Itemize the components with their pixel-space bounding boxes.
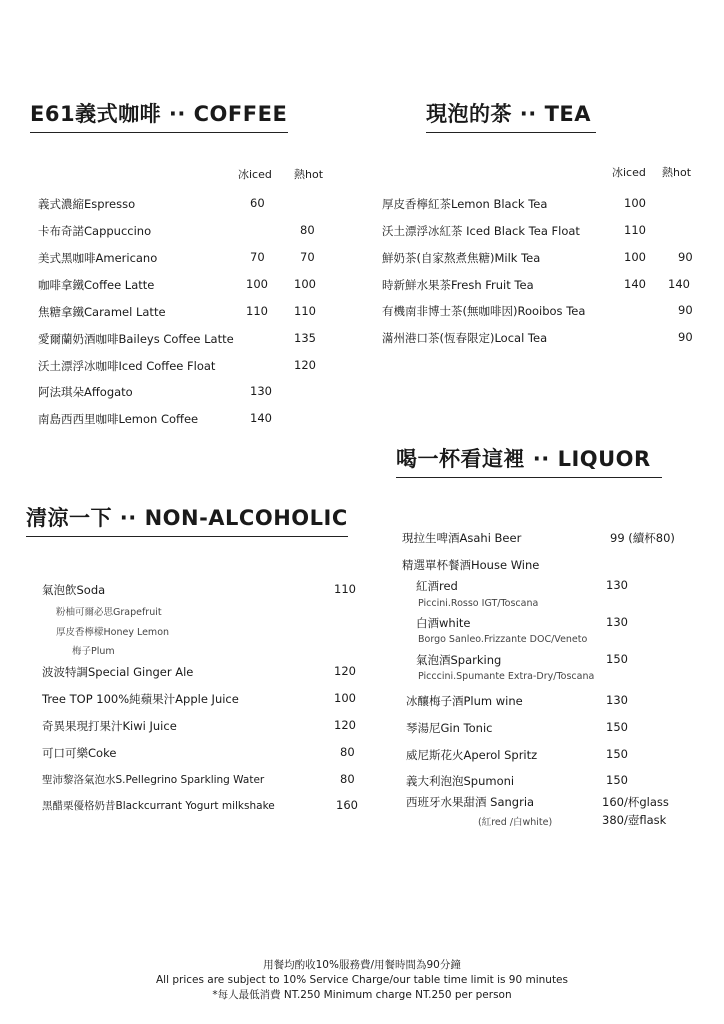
- item-name: 沃土漂浮冰咖啡Iced Coffee Float: [38, 359, 216, 373]
- item-price: 130: [606, 693, 628, 707]
- footer-notice: [0, 958, 724, 1003]
- item-name: 焦糖拿鐵Caramel Latte: [38, 305, 166, 319]
- footer-english-notice: All prices are subject to 10% Service Charge/our table time limit is 90 minutes: [155, 974, 568, 986]
- item-price-iced: 110: [246, 304, 268, 318]
- item-price-iced: 130: [250, 384, 272, 398]
- item-price-hot: 90: [678, 303, 693, 317]
- item-price-iced: 70: [250, 250, 265, 264]
- item-name: 現拉生啤酒Asahi Beer: [402, 531, 522, 545]
- item-price-hot: 140: [668, 277, 690, 291]
- item-price: 100: [334, 691, 356, 705]
- item-price: 80: [340, 745, 355, 759]
- nonalc-section: [26, 502, 366, 822]
- item-name: 西班牙水果甜酒 Sangria: [406, 795, 535, 809]
- liquor-title: 喝一杯看這裡 ·· LIQUOR: [396, 443, 662, 478]
- item-name: 美式黑咖啡Americano: [38, 251, 158, 265]
- item-price-hot: 70: [300, 250, 315, 264]
- item-price-iced: 60: [250, 196, 265, 210]
- soda-flavor: 粉柚可爾必思Grapefruit: [56, 607, 162, 618]
- item-price: 110: [334, 582, 356, 596]
- item-price: 80: [340, 772, 355, 786]
- item-price: 120: [334, 718, 356, 732]
- item-name: 奇異果現打果汁Kiwi Juice: [42, 719, 177, 733]
- item-name: 滿州港口茶(恆春限定)Local Tea: [382, 331, 548, 345]
- item-name: 琴湯尼Gin Tonic: [406, 721, 493, 735]
- footer-service-charge: 用餐均酌收10%服務費/用餐時間為90分鐘: [263, 959, 461, 971]
- tea-col-iced: 冰iced: [612, 166, 646, 179]
- item-name: 紅酒red: [416, 579, 458, 593]
- item-price: 99 (續杯80): [610, 531, 675, 545]
- item-note: (紅red /白white): [478, 817, 553, 828]
- soda-flavor: 厚皮香檸檬Honey Lemon: [56, 627, 170, 638]
- soda-flavor: 梅子Plum: [72, 646, 115, 657]
- item-name: 義式濃縮Espresso: [38, 197, 136, 211]
- item-price-iced: 140: [624, 277, 646, 291]
- nonalc-title: 清涼一下 ·· NON-ALCOHOLIC: [26, 502, 348, 537]
- item-name: 南島西西里咖啡Lemon Coffee: [38, 412, 199, 426]
- coffee-col-hot: 熱hot: [294, 168, 324, 181]
- item-name: 氣泡飲Soda: [42, 583, 106, 597]
- footer-minimum-charge: *每人最低消費 NT.250 Minimum charge NT.250 per person: [212, 989, 512, 1001]
- item-price: 120: [334, 664, 356, 678]
- item-name: 氣泡酒Sparking: [416, 653, 502, 667]
- item-name: 時新鮮水果茶Fresh Fruit Tea: [382, 278, 534, 292]
- item-price-hot: 110: [294, 304, 316, 318]
- item-price-hot: 100: [294, 277, 316, 291]
- item-name: 威尼斯花火Aperol Spritz: [406, 748, 538, 762]
- tea-title: 現泡的茶 ·· TEA: [426, 98, 596, 133]
- item-name: 沃土漂浮冰紅茶 Iced Black Tea Float: [382, 224, 580, 238]
- item-price: 150: [606, 652, 628, 666]
- item-note: Borgo Sanleo.Frizzante DOC/Veneto: [418, 634, 588, 645]
- tea-col-hot: 熱hot: [662, 166, 692, 179]
- item-name: 鮮奶茶(自家熬煮焦糖)Milk Tea: [382, 251, 541, 265]
- item-price-iced: 100: [624, 196, 646, 210]
- item-name: 精選單杯餐酒House Wine: [402, 558, 540, 572]
- item-price: 130: [606, 615, 628, 629]
- item-name: 厚皮香檸紅茶Lemon Black Tea: [382, 197, 548, 211]
- item-name: 愛爾蘭奶酒咖啡Baileys Coffee Latte: [38, 332, 234, 346]
- item-name: 冰釀梅子酒Plum wine: [406, 694, 523, 708]
- liquor-section: [396, 443, 716, 843]
- item-name: Tree TOP 100%純蘋果汁Apple Juice: [42, 692, 239, 706]
- coffee-title: E61義式咖啡 ·· COFFEE: [30, 98, 288, 133]
- item-price-flask: 380/壺flask: [602, 813, 667, 827]
- item-name: 黑醋栗優格奶昔Blackcurrant Yogurt milkshake: [42, 800, 275, 812]
- item-price-hot: 90: [678, 330, 693, 344]
- item-price-hot: 90: [678, 250, 693, 264]
- item-price: 150: [606, 747, 628, 761]
- item-price: 150: [606, 773, 628, 787]
- item-price-hot: 120: [294, 358, 316, 372]
- item-price-hot: 135: [294, 331, 316, 345]
- item-price-iced: 100: [246, 277, 268, 291]
- item-name: 波波特調Special Ginger Ale: [42, 665, 194, 679]
- item-price: 150: [606, 720, 628, 734]
- item-name: 阿法琪朵Affogato: [38, 385, 133, 399]
- item-price: 130: [606, 578, 628, 592]
- item-price: 160: [336, 798, 358, 812]
- item-name: 可口可樂Coke: [42, 746, 117, 760]
- tea-section: [376, 98, 706, 358]
- item-price-iced: 110: [624, 223, 646, 237]
- coffee-col-iced: 冰iced: [238, 168, 272, 181]
- item-name: 白酒white: [416, 616, 471, 630]
- item-name: 有機南非博士茶(無咖啡因)Rooibos Tea: [382, 304, 586, 318]
- item-price-hot: 80: [300, 223, 315, 237]
- item-name: 咖啡拿鐵Coffee Latte: [38, 278, 155, 292]
- item-name: 聖沛黎洛氣泡水S.Pellegrino Sparkling Water: [42, 774, 265, 786]
- item-price-iced: 140: [250, 411, 272, 425]
- item-note: Picccini.Spumante Extra-Dry/Toscana: [418, 671, 595, 682]
- item-name: 卡布奇諾Cappuccino: [38, 224, 152, 238]
- item-note: Piccini.Rosso IGT/Toscana: [418, 598, 539, 609]
- item-name: 義大利泡泡Spumoni: [406, 774, 515, 788]
- coffee-section: [30, 98, 330, 438]
- item-price: 160/杯glass: [602, 795, 669, 809]
- item-price-iced: 100: [624, 250, 646, 264]
